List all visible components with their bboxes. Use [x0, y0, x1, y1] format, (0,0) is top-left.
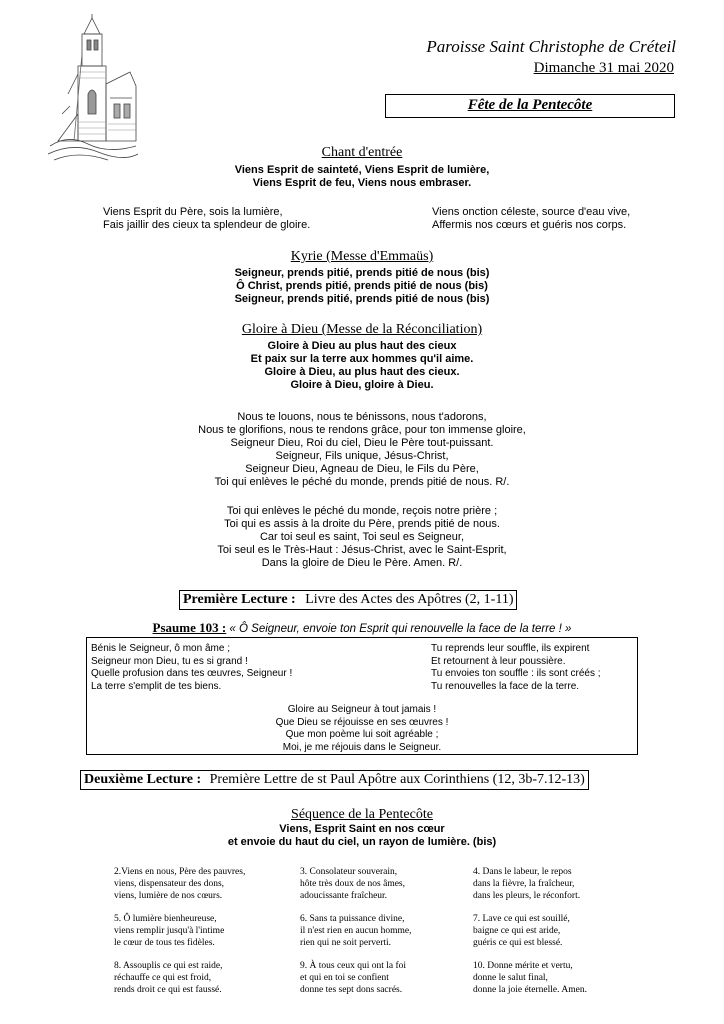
sequence-line: viens remplir jusqu'à l'intime: [114, 926, 225, 936]
kyrie-lines: [0, 267, 724, 306]
sequence-line: viens, lumière de nos cœurs.: [114, 891, 223, 901]
sequence-line: donne tes sept dons sacrés.: [300, 985, 403, 995]
psalm-line: Moi, je me réjouis dans le Seigneur.: [282, 741, 442, 753]
kyrie-line: Seigneur, prends pitié, prends pitié de nous (bis): [234, 293, 490, 305]
psalm-refrain: « Ô Seigneur, envoie ton Esprit qui renouvelle la face de la terre ! »: [229, 623, 572, 635]
gloria-refrain-line: Gloire à Dieu au plus haut des cieux: [267, 340, 457, 352]
sequence-stanza: [300, 913, 411, 949]
gloria-stanza-line: Seigneur, Fils unique, Jésus-Christ,: [275, 450, 449, 462]
psalm-line: Tu reprends leur souffle, ils expirent: [431, 643, 590, 654]
sequence-stanza: [114, 866, 245, 902]
entrance-refrain: [0, 164, 724, 190]
psalm-line: Tu envoies ton souffle : ils sont créés ;: [431, 668, 601, 679]
sequence-line: dans les pleurs, le réconfort.: [473, 891, 581, 901]
sequence-line: 8. Assouplis ce qui est raide,: [114, 961, 223, 971]
second-reading-text: Première Lettre de st Paul Apôtre aux Corinthiens (12, 3b-7.12-13): [209, 772, 585, 787]
sequence-line: 4. Dans le labeur, le repos: [473, 867, 572, 877]
sequence-line: guéris ce qui est blessé.: [473, 938, 563, 948]
psalm-stanza-center: [87, 704, 637, 754]
sequence-line: 3. Consolateur souverain,: [300, 867, 398, 877]
entrance-refrain-line: Viens Esprit de feu, Viens nous embraser.: [252, 177, 472, 189]
entrance-refrain-line: Viens Esprit de sainteté, Viens Esprit de lumière,: [234, 164, 490, 176]
kyrie-line: Ô Christ, prends pitié, prends pitié de nous (bis): [236, 280, 488, 292]
sequence-stanza: [473, 913, 587, 949]
sequence-column-2: [300, 866, 411, 1007]
entrance-verse-left: [103, 206, 310, 232]
gloria-stanza-line: Seigneur Dieu, Agneau de Dieu, le Fils du Père,: [245, 463, 479, 475]
sequence-line: donne la joie éternelle. Amen.: [473, 985, 587, 995]
gloria-stanza-line: Nous te glorifions, nous te rendons grâce, pour ton immense gloire,: [198, 424, 526, 436]
sequence-stanza: [114, 913, 245, 949]
sequence-line: et qui en toi se confient: [300, 973, 389, 983]
psalm-line: Quelle profusion dans tes œuvres, Seigneur !: [91, 668, 293, 679]
sequence-line: rien qui ne soit perverti.: [300, 938, 392, 948]
sequence-stanza: [300, 866, 411, 902]
first-reading-text: Livre des Actes des Apôtres (2, 1-11): [305, 592, 514, 607]
sequence-title: Séquence de la Pentecôte: [291, 807, 433, 822]
psalm-line: Tu renouvelles la face de la terre.: [431, 680, 580, 692]
psalm-label: Psaume 103 :: [152, 620, 227, 635]
psalm-line: Gloire au Seigneur à tout jamais !: [287, 704, 437, 715]
sequence-stanza: [114, 960, 245, 996]
psalm-stanza-right: [431, 643, 601, 693]
sequence-line: dans la fièvre, la fraîcheur,: [473, 879, 575, 889]
sequence-line: donne le salut final,: [473, 973, 548, 983]
second-reading-label: Deuxième Lecture :: [84, 772, 202, 787]
feast-title-box: [385, 94, 675, 118]
gloria-refrain: [0, 340, 724, 392]
kyrie-title: Kyrie (Messe d'Emmaüs): [290, 249, 434, 264]
church-sketch-illustration: [48, 14, 138, 164]
sequence-stanza: [300, 960, 411, 996]
psalm-line: Bénis le Seigneur, ô mon âme ;: [91, 643, 230, 654]
gloria-stanza-line: Toi seul es le Très-Haut : Jésus-Christ, avec le Saint-Esprit,: [217, 544, 507, 556]
first-reading-box: [179, 590, 517, 610]
gloria-stanza-line: Seigneur Dieu, Roi du ciel, Dieu le Père tout-puissant.: [230, 437, 494, 449]
gloria-title: Gloire à Dieu (Messe de la Réconciliation): [241, 322, 483, 337]
psalm-line: Et retournent à leur poussière.: [431, 655, 566, 667]
sequence-refrain: [0, 823, 724, 849]
sequence-line: 9. À tous ceux qui ont la foi: [300, 961, 407, 971]
sequence-line: 6. Sans ta puissance divine,: [300, 914, 405, 924]
kyrie-line: Seigneur, prends pitié, prends pitié de nous (bis): [234, 267, 490, 279]
sequence-stanza: [473, 866, 587, 902]
gloria-stanza-1: [0, 411, 724, 489]
sequence-line: le cœur de tous tes fidèles.: [114, 938, 215, 948]
entrance-verse-line: Fais jaillir des cieux ta splendeur de gloire.: [103, 219, 311, 231]
entrance-verse-line: Viens onction céleste, source d'eau vive,: [432, 206, 631, 218]
sequence-line: viens, dispensateur des dons,: [114, 879, 225, 889]
sequence-line: 7. Lave ce qui est souillé,: [473, 914, 570, 924]
sequence-stanza: [473, 960, 587, 996]
entrance-verse-line: Affermis nos cœurs et guéris nos corps.: [432, 219, 627, 231]
first-reading-label: Première Lecture :: [183, 592, 296, 607]
psalm-line: Que mon poème lui soit agréable ;: [285, 729, 439, 740]
gloria-stanza-line: Toi qui enlèves le péché du monde, prends pitié de nous. R/.: [214, 476, 510, 488]
sequence-line: hôte très doux de nos âmes,: [300, 879, 406, 889]
psalm-line: La terre s'emplit de tes biens.: [91, 680, 222, 692]
gloria-stanza-line: Toi qui enlèves le péché du monde, reçois notre prière ;: [226, 505, 498, 517]
psalm-box: [86, 637, 638, 755]
psalm-line: Seigneur mon Dieu, tu es si grand !: [91, 655, 248, 667]
entrance-hymn-title: Chant d'entrée: [321, 145, 403, 160]
gloria-stanza-line: Car toi seul es saint, Toi seul es Seigneur,: [259, 531, 465, 543]
sequence-line: rends droit ce qui est faussé.: [114, 985, 222, 995]
gloria-stanza-2: [0, 505, 724, 570]
sequence-column-1: [114, 866, 245, 1007]
sequence-line: il n'est rien en aucun homme,: [300, 926, 412, 936]
sequence-line: 5. Ô lumière bienheureuse,: [114, 914, 217, 924]
psalm-heading: [0, 621, 724, 636]
second-reading-box: [80, 770, 589, 790]
sequence-line: adoucissante fraîcheur.: [300, 891, 388, 901]
entrance-verse-line: Viens Esprit du Père, sois la lumière,: [103, 206, 283, 218]
parish-name: Paroisse Saint Christophe de Créteil: [426, 37, 676, 56]
gloria-refrain-line: Et paix sur la terre aux hommes qu'il aime.: [250, 353, 474, 365]
sequence-line: 2.Viens en nous, Père des pauvres,: [114, 867, 246, 877]
gloria-stanza-line: Nous te louons, nous te bénissons, nous t'adorons,: [237, 411, 487, 423]
psalm-stanza-left: [91, 643, 292, 693]
mass-date: Dimanche 31 mai 2020: [533, 60, 674, 76]
sequence-line: baigne ce qui est aride,: [473, 926, 561, 936]
sequence-line: réchauffe ce qui est froid,: [114, 973, 212, 983]
gloria-stanza-line: Dans la gloire de Dieu le Père. Amen. R/.: [261, 557, 463, 569]
feast-title: Fête de la Pentecôte: [467, 97, 593, 113]
sequence-line: 10. Donne mérite et vertu,: [473, 961, 573, 971]
entrance-verse-right: [432, 206, 630, 232]
sequence-refrain-line: et envoie du haut du ciel, un rayon de lumière. (bis): [227, 836, 497, 848]
gloria-refrain-line: Gloire à Dieu, au plus haut des cieux.: [264, 366, 460, 378]
psalm-line: Que Dieu se réjouisse en ses œuvres !: [275, 716, 449, 728]
sequence-column-3: [473, 866, 587, 1007]
gloria-refrain-line: Gloire à Dieu, gloire à Dieu.: [290, 379, 434, 391]
gloria-stanza-line: Toi qui es assis à la droite du Père, prends pitié de nous.: [224, 518, 500, 530]
sequence-refrain-line: Viens, Esprit Saint en nos cœur: [279, 823, 445, 835]
